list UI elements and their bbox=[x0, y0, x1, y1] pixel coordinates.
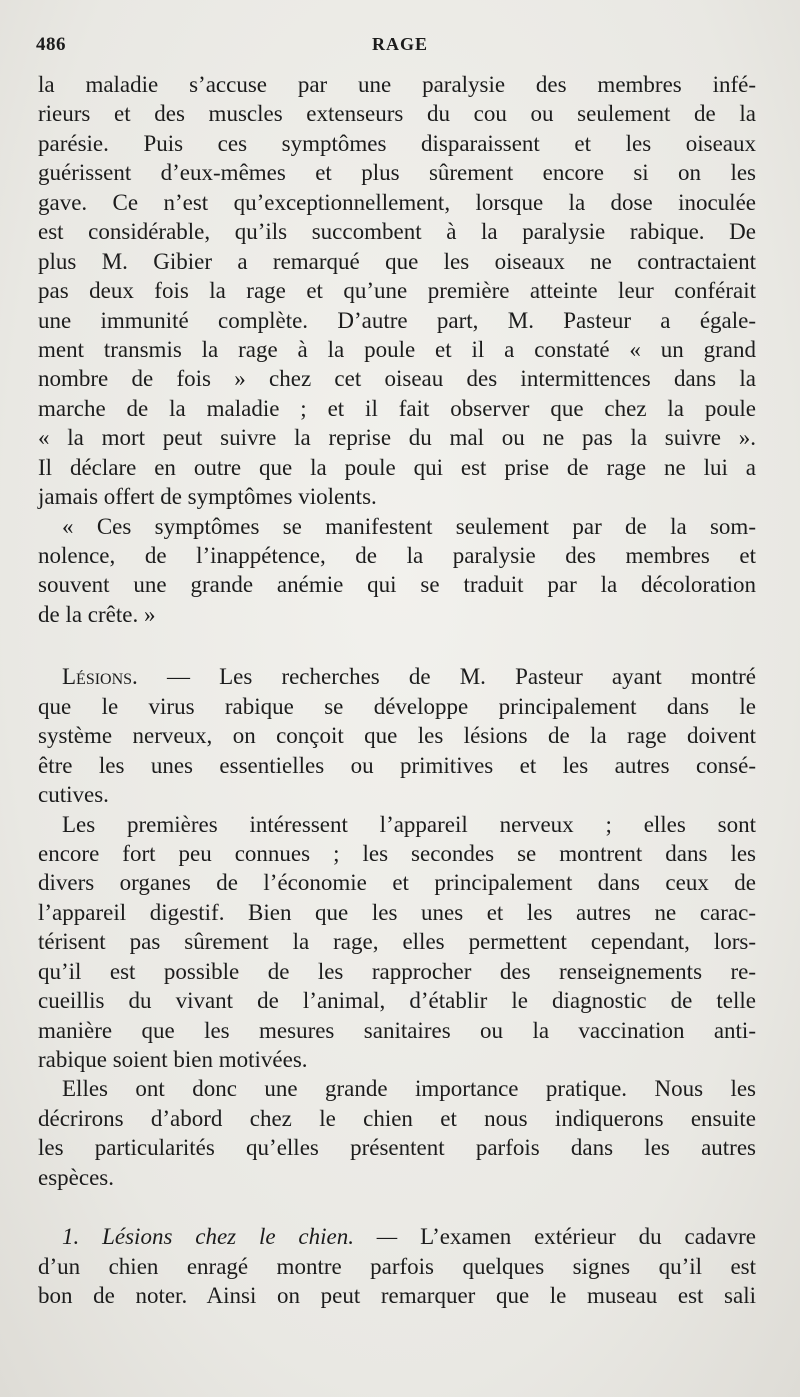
text-line: encore fort peu connues ; les secondes se montrent dans les bbox=[38, 840, 756, 866]
section-heading: Lésions. — bbox=[62, 664, 190, 690]
text-line: rabique soient bien motivées. bbox=[38, 1047, 308, 1072]
text-line: pas deux fois la rage et qu’une première atteinte leur conférait bbox=[38, 278, 756, 304]
text-line: « Ces symptômes se manifestent seulement par de la som- bbox=[62, 513, 756, 539]
text-line: cueillis du vivant de l’animal, d’établir le diagnostic de telle bbox=[38, 988, 756, 1014]
section-lesions bbox=[38, 662, 756, 809]
text-line: les particularités qu’elles présentent parfois dans les autres bbox=[38, 1135, 756, 1161]
text-line: bon de noter. Ainsi on peut remarquer que le museau est sali bbox=[38, 1283, 756, 1309]
text-line: cutives. bbox=[38, 782, 109, 808]
text-line: guérissent d’eux-mêmes et plus sûrement encore si on les bbox=[38, 160, 756, 186]
section-spacer bbox=[38, 1192, 756, 1222]
text-line: nolence, de l’inappétence, de la paralysie des membres et bbox=[38, 543, 756, 568]
text-line: est considérable, qu’ils succombent à la paralysie rabique. De bbox=[38, 219, 756, 245]
text-line: système nerveux, on conçoit que les lésions de la rage doivent bbox=[38, 723, 756, 749]
text-line: « la mort peut suivre la reprise du mal ou ne pas la suivre ». bbox=[38, 425, 756, 451]
text-line: térisent pas sûrement la rage, elles permettent cependant, lors- bbox=[38, 929, 756, 955]
text-line bbox=[38, 662, 756, 691]
text-line: divers organes de l’économie et principalement dans ceux de bbox=[38, 870, 756, 896]
text-line: qu’il est possible de les rapprocher des renseignements re- bbox=[38, 958, 756, 984]
text-line: rieurs et des muscles extenseurs du cou ou seulement de la bbox=[38, 101, 756, 127]
text-line: être les unes essentielles ou primitives et les autres consé- bbox=[38, 752, 756, 778]
text-segment: Les recherches de M. Pasteur ayant montré bbox=[219, 664, 757, 690]
text-line: jamais offert de symptômes violents. bbox=[38, 484, 377, 510]
page-number: 486 bbox=[36, 34, 66, 55]
running-title: RAGE bbox=[371, 34, 428, 54]
subsection-heading: 1. Lésions chez le chien. — bbox=[62, 1224, 398, 1250]
text-line: d’un chien enragé montre parfois quelques signes qu’il est bbox=[38, 1253, 756, 1279]
text-line: décrirons d’abord chez le chien et nous indiquerons ensuite bbox=[38, 1105, 756, 1131]
text-line: la maladie s’accuse par une paralysie des membres infé- bbox=[38, 72, 756, 97]
text-line: Il déclare en outre que la poule qui est prise de rage ne lui a bbox=[38, 454, 756, 480]
paragraph bbox=[38, 1074, 756, 1192]
text-line: que le virus rabique se développe principalement dans le bbox=[38, 693, 756, 719]
text-line: plus M. Gibier a remarqué que les oiseaux ne contractaient bbox=[38, 248, 756, 274]
text-line bbox=[38, 1222, 756, 1251]
text-line: gave. Ce n’est qu’exceptionnellement, lorsque la dose inoculée bbox=[38, 189, 756, 215]
paragraph bbox=[38, 810, 756, 1075]
text-segment: L’examen extérieur du cadavre bbox=[420, 1224, 757, 1250]
text-line: l’appareil digestif. Bien que les unes et les autres ne carac- bbox=[38, 899, 756, 925]
text-line: une immunité complète. D’autre part, M. Pasteur a égale- bbox=[38, 307, 756, 333]
paragraph bbox=[38, 70, 756, 512]
section-lesions-dog bbox=[38, 1222, 756, 1310]
text-line: parésie. Puis ces symptômes disparaissent et les oiseaux bbox=[38, 130, 756, 156]
text-line: marche de la maladie ; et il fait observer que chez la poule bbox=[38, 395, 756, 421]
text-line: Les premières intéressent l’appareil nerveux ; elles sont bbox=[62, 811, 756, 837]
text-line: Elles ont donc une grande importance pratique. Nous les bbox=[62, 1076, 756, 1102]
text-line: de la crête. » bbox=[38, 601, 156, 627]
text-line: nombre de fois » chez cet oiseau des intermittences dans la bbox=[38, 366, 756, 392]
section-spacer bbox=[38, 629, 756, 662]
page-header bbox=[36, 34, 764, 62]
text-line: manière que les mesures sanitaires ou la vaccination anti- bbox=[38, 1017, 756, 1043]
text-line: espèces. bbox=[38, 1164, 114, 1190]
body-text bbox=[38, 70, 756, 1311]
paragraph-quote bbox=[38, 512, 756, 630]
text-line: souvent une grande anémie qui se traduit par la décoloration bbox=[38, 572, 756, 598]
text-line: ment transmis la rage à la poule et il a constaté « un grand bbox=[38, 336, 756, 362]
